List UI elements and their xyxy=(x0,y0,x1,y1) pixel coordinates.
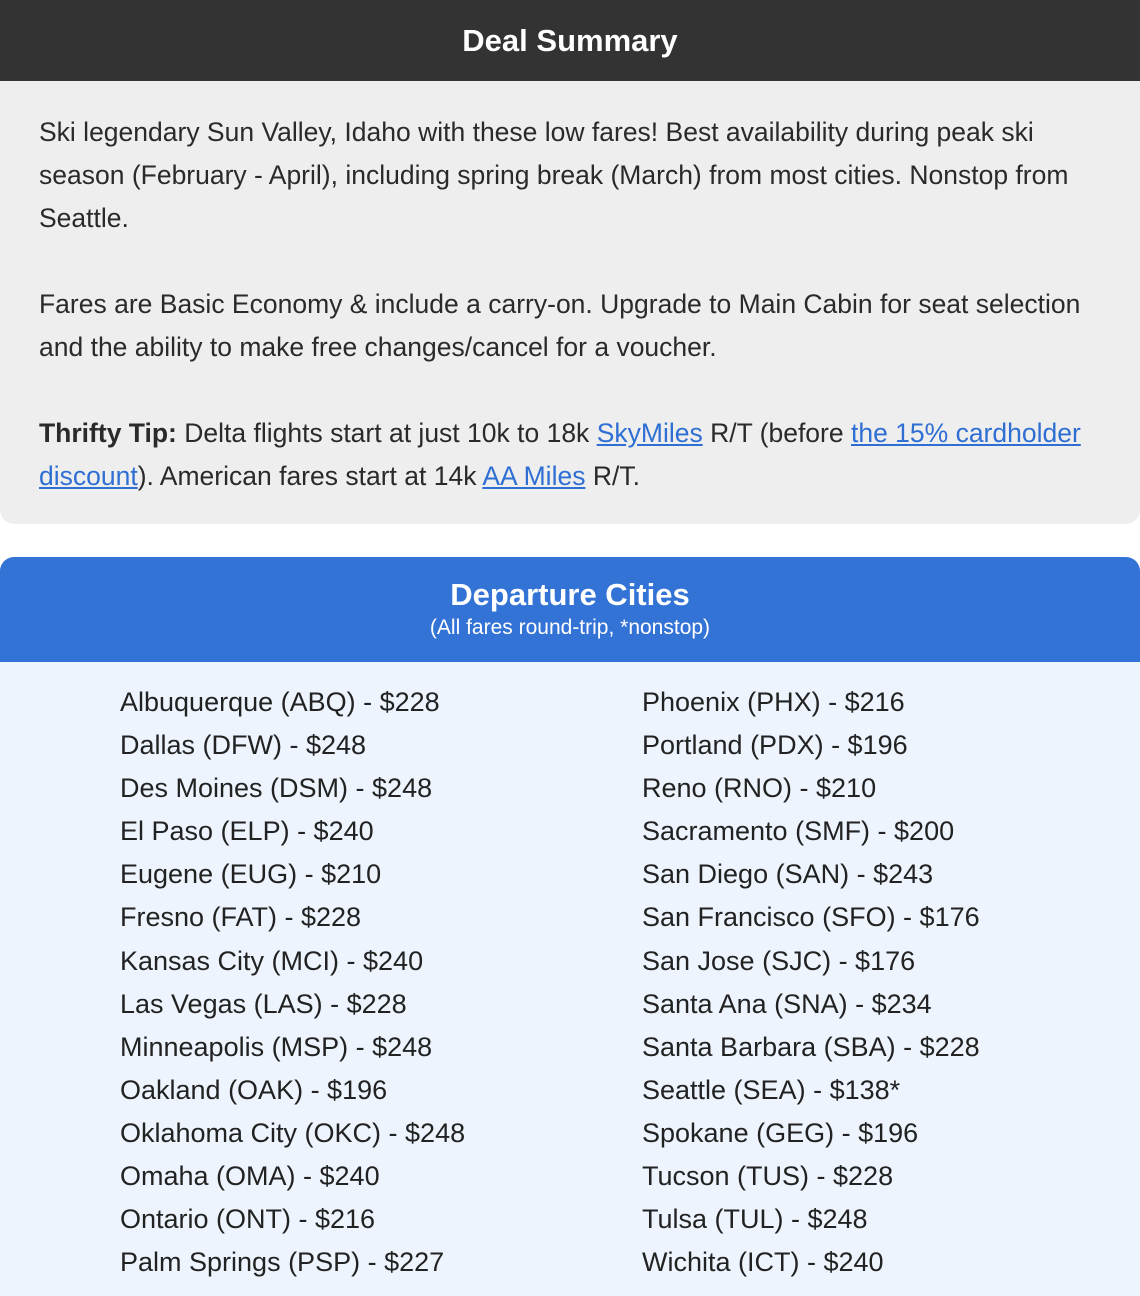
city-fare-item: Tulsa (TUL) - $248 xyxy=(642,1204,868,1235)
city-fare-item: Seattle (SEA) - $138* xyxy=(642,1074,901,1105)
city-fare-item: San Jose (SJC) - $176 xyxy=(642,945,916,976)
cardholder-discount-link[interactable]: the 15% cardholder discount xyxy=(39,418,1081,491)
city-fare-item: Oakland (OAK) - $196 xyxy=(120,1074,388,1105)
city-fare-item: Eugene (EUG) - $210 xyxy=(120,859,382,890)
city-fare-item: El Paso (ELP) - $240 xyxy=(120,816,374,847)
summary-paragraph-1: Ski legendary Sun Valley, Idaho with these low fares! Best availability during peak ski season (February - April), including spring break (March) from most cities. Nonstop from Seattle. xyxy=(39,117,1069,233)
departure-cities-subtitle: (All fares round-trip, *nonstop) xyxy=(429,616,711,639)
city-fare-item: Kansas City (MCI) - $240 xyxy=(120,945,424,976)
city-fare-item: Tucson (TUS) - $228 xyxy=(642,1161,894,1192)
city-fare-item: Las Vegas (LAS) - $228 xyxy=(120,988,407,1019)
departure-cities-list xyxy=(0,662,1140,1296)
city-fare-item: Albuquerque (ABQ) - $228 xyxy=(120,687,440,717)
departure-cities-title: Departure Cities xyxy=(450,577,690,612)
city-fare-item: Portland (PDX) - $196 xyxy=(642,730,908,761)
thrifty-tip-text-1: Delta flights start at just 10k to 18k xyxy=(176,418,597,448)
thrifty-tip-text-4: R/T. xyxy=(585,461,640,491)
city-fare-item: Sacramento (SMF) - $200 xyxy=(642,816,955,847)
thrifty-tip xyxy=(39,412,1100,498)
skymiles-link[interactable]: SkyMiles xyxy=(596,418,703,448)
city-fare-item: Des Moines (DSM) - $248 xyxy=(120,773,433,804)
city-fare-item: Fresno (FAT) - $228 xyxy=(120,902,362,933)
city-fare-item: Omaha (OMA) - $240 xyxy=(120,1161,380,1192)
city-fare-item: San Diego (SAN) - $243 xyxy=(642,859,934,890)
city-fare-item: Phoenix (PHX) - $216 xyxy=(642,687,905,717)
city-fare-item: Dallas (DFW) - $248 xyxy=(120,730,367,761)
city-fare-item: San Francisco (SFO) - $176 xyxy=(642,902,980,933)
city-fare-item: Oklahoma City (OKC) - $248 xyxy=(120,1117,466,1148)
city-fare-item: Spokane (GEG) - $196 xyxy=(642,1117,919,1148)
cities-column-right xyxy=(642,681,980,1284)
deal-summary-title: Deal Summary xyxy=(462,22,678,58)
city-fare-item: Santa Ana (SNA) - $234 xyxy=(642,988,932,1019)
city-fare-item: Ontario (ONT) - $216 xyxy=(120,1204,376,1235)
city-fare-item: Reno (RNO) - $210 xyxy=(642,773,877,804)
city-fare-item: Wichita (ICT) - $240 xyxy=(642,1247,884,1278)
deal-summary-body xyxy=(0,81,1140,524)
summary-paragraph-2: Fares are Basic Economy & include a carry-on. Upgrade to Main Cabin for seat selection and the ability to make free changes/cancel for a voucher. xyxy=(39,289,1081,362)
thrifty-tip-label: Thrifty Tip: xyxy=(39,418,177,448)
departure-cities-header xyxy=(0,557,1140,662)
city-fare-item: Minneapolis (MSP) - $248 xyxy=(120,1031,433,1062)
city-fare-item: Santa Barbara (SBA) - $228 xyxy=(642,1031,980,1062)
cities-column-left xyxy=(120,681,465,1284)
city-fare-item: Palm Springs (PSP) - $227 xyxy=(120,1247,445,1278)
aa-miles-link[interactable]: AA Miles xyxy=(482,461,586,491)
thrifty-tip-text-3: ). American fares start at 14k xyxy=(137,461,483,491)
thrifty-tip-text-2: R/T (before xyxy=(702,418,851,448)
deal-summary-header xyxy=(0,0,1140,81)
